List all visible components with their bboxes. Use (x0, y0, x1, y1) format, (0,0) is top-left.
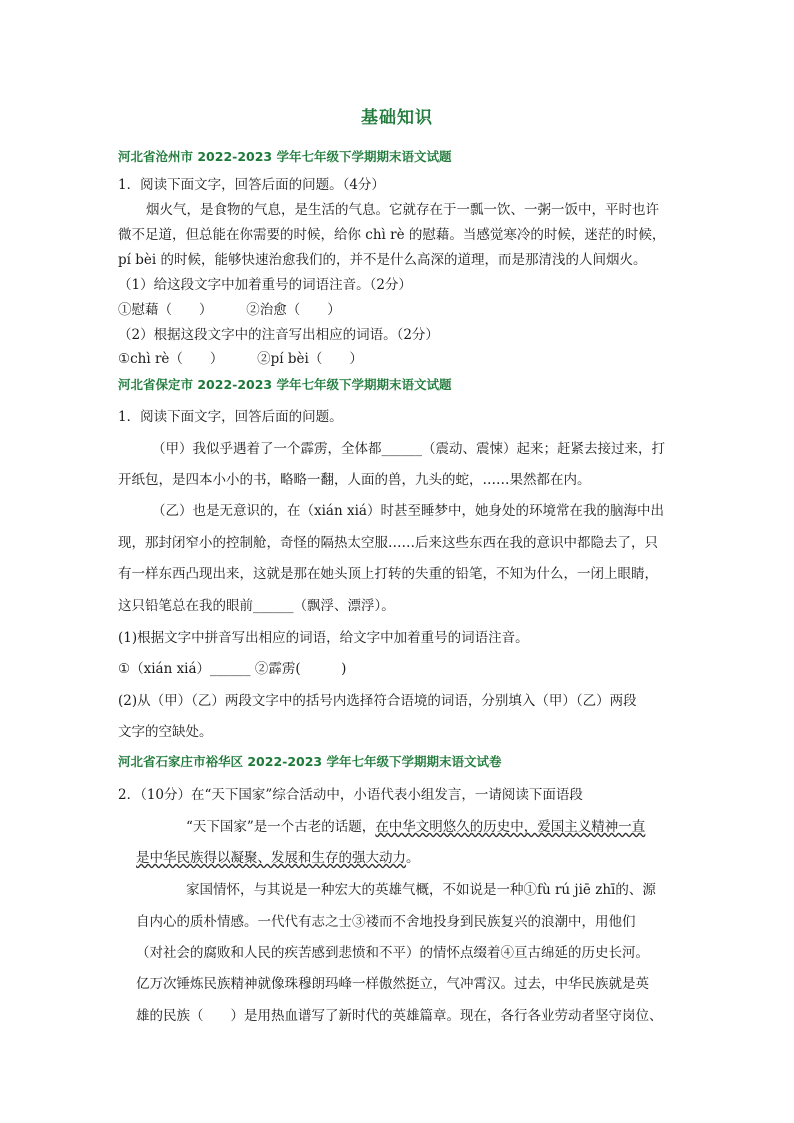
sub-question-1: （1）给这段文字中加着重号的词语注音。（2分） (118, 277, 412, 293)
question-1-prompt: 1．阅读下面文字，回答后面的问题。 (118, 409, 343, 425)
passage-line: 自内心的质朴情感。一代代有志之士③褛而不舍地投身到民族复兴的浪潮中，用他们 (136, 914, 636, 930)
passage-yi-line: 现，那封闭窄小的控制舱，奇怪的隔热太空服……后来这些东西在我的意识中都隐去了，只 (118, 535, 658, 551)
question-1-prompt: 1．阅读下面文字，回答后面的问题。（4分） (118, 177, 385, 193)
passage-text: 。 (406, 850, 420, 866)
passage-line (186, 815, 645, 835)
sub-question-2: (2)从（甲）（乙）两段文字中的括号内选择符合语境的词语，分别填入（甲）（乙）两段 (118, 693, 637, 709)
passage-yi-line: 有一样东西凸现出来，这就是那在她头顶上打转的失重的铅笔，不知为什么，一闭上眼睛， (118, 566, 658, 582)
question-2-prompt: 2．（10分）在“天下国家”综合活动中，小语代表小组发言，一请阅读下面语段 (118, 787, 583, 803)
sub-question-2: （2）根据这段文字中的注音写出相应的词语。（2分） (118, 327, 439, 343)
sub-question-1-items: ①慰藉（ ） ②治愈（ ） (118, 302, 341, 318)
passage-line: （对社会的腐败和人民的疾苦感到悲愤和不平）的情怀点缀着④亘古绵延的历史长河。 (136, 945, 649, 961)
passage-yi-line: （乙）也是无意识的，在（xián xiá）时甚至睡梦中，她身处的环境常在我的脑海中出 (152, 503, 664, 519)
passage-line: pí bèi 的时候，能够快速治愈我们的，并不是什么高深的道理，而是那清浅的人间烟火。 (118, 252, 647, 268)
section-heading-shijiazhuang: 河北省石家庄市裕华区 2022-2023 学年七年级下学期期末语文试卷 (118, 754, 502, 769)
passage-line: 家国情怀，与其说是一种宏大的英雄气概，不如说是一种①fù rú jiē zhī的、源 (186, 882, 656, 898)
passage-line: 亿万次锤炼民族精神就像珠穆朗玛峰一样傲然挺立，气冲霄汉。过去，中华民族就是英 (136, 976, 649, 992)
passage-text: “天下国家”是一个古老的话题， (186, 819, 376, 835)
passage-line: 微不足道，但总能在你需要的时候，给你 chì rè 的慰藉。当感觉寒冷的时候，迷茫的时候， (118, 227, 666, 243)
wavy-underlined-text: 在中华文明悠久的历史中，爱国主义精神一直 (375, 819, 646, 835)
passage-jia-line: （甲）我似乎遇着了一个霹雳，全体都______（震动、震悚）起来；赶紧去接过来，打 (152, 441, 665, 457)
passage-yi-line: 这只铅笔总在我的眼前______（飘浮、漂浮）。 (118, 598, 395, 614)
wavy-underlined-text: 是中华民族得以凝聚、发展和生存的强大动力 (136, 850, 406, 866)
section-heading-baoding: 河北省保定市 2022-2023 学年七年级下学期期末语文试题 (118, 377, 452, 392)
page-title: 基础知识 (361, 108, 433, 128)
sub-question-2-cont: 文字的空缺处。 (118, 724, 213, 740)
passage-line: 雄的民族（ ）是用热血谱写了新时代的英雄篇章。现在，各行各业劳动者坚守岗位、 (136, 1008, 663, 1024)
sub-question-1-items: ①（xián xiá）______ ②霹雳( ) (118, 661, 347, 677)
passage-line (136, 846, 420, 866)
passage-line: 烟火气，是食物的气息，是生活的气息。它就存在于一瓢一饮、一粥一饭中，平时也许 (146, 202, 659, 218)
sub-question-1: (1)根据文字中拼音写出相应的词语，给文字中加着重号的词语注音。 (118, 630, 529, 646)
passage-jia-line: 开纸包，是四本小小的书，略略一翻，人面的兽，九头的蛇，……果然都在内。 (118, 472, 591, 488)
section-heading-cangzhou: 河北省沧州市 2022-2023 学年七年级下学期期末语文试题 (118, 149, 452, 164)
sub-question-2-items: ①chì rè（ ） ②pí bèi（ ） (118, 351, 363, 367)
